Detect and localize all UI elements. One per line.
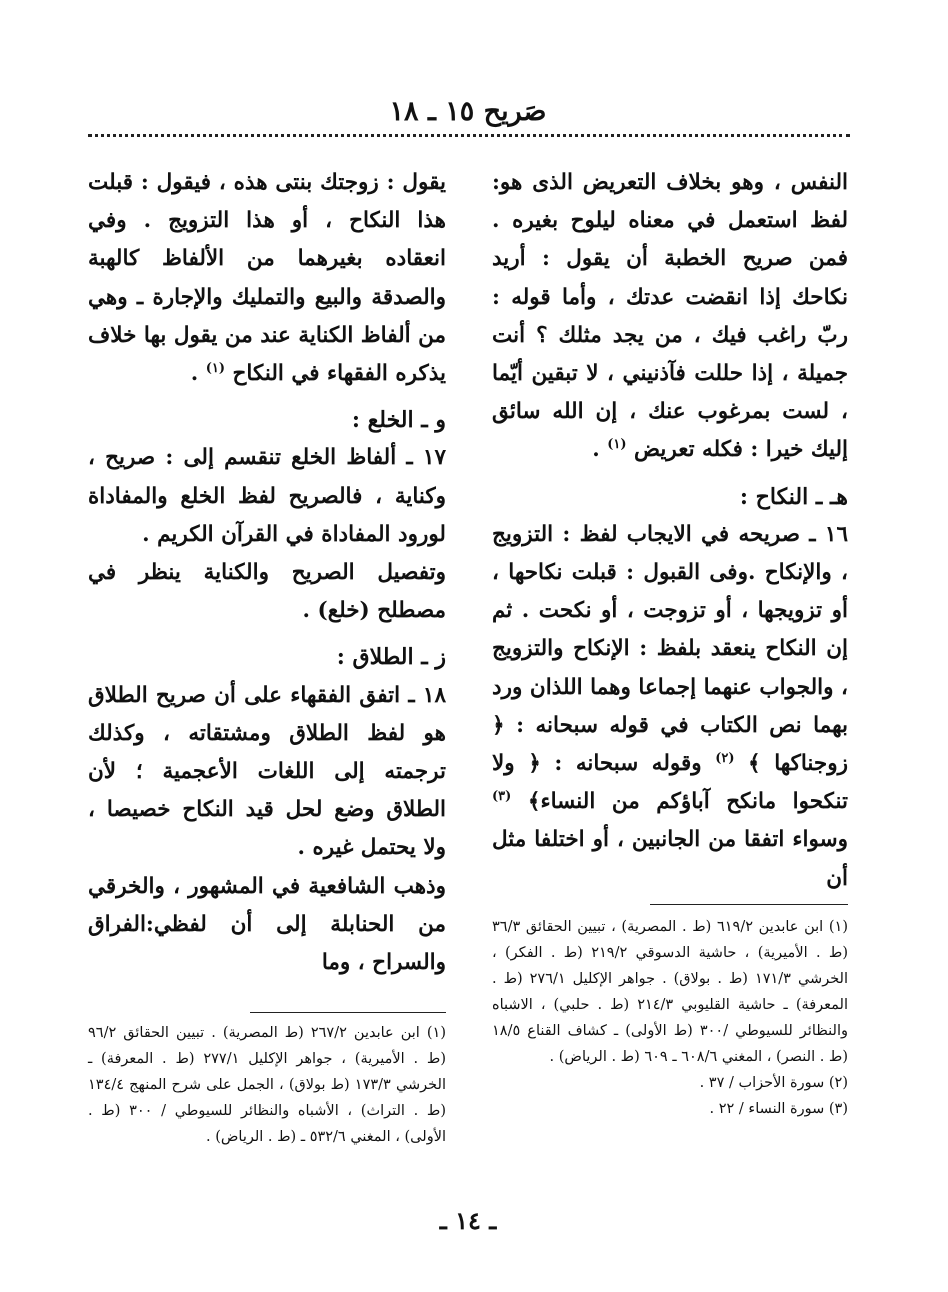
footnote-item: (٣) سورة النساء / ٢٢ . <box>709 1101 848 1117</box>
footnotes-left <box>88 1020 446 1150</box>
left-p1-end: . <box>190 361 206 387</box>
footnote-ref: (١) <box>607 437 627 453</box>
left-paragraph-3: وتفصيل الصريح والكناية ينظر في مصطلح (خلع) . <box>88 560 446 624</box>
right-p2-text: ١٦ ـ صريحه في الايجاب لفظ : التزويج ، والإنكاح .وفى القبول : قبلت نكاحها ، أو تزويجها ، أو تزوجت ، أو نكحت . ثم إن النكاح ينعقد بلفظ : الإنكاح والتزويج ، والجواب عنهما إجماعا وهما اللذان ورد بهما نص الكتاب في قوله سبحانه : ﴿ زوجناكها ﴾ <box>492 521 848 777</box>
section-heading-khul: و ـ الخلع : <box>351 407 446 434</box>
footnote-ref: (٢) <box>715 750 735 766</box>
right-p2-end: وسواء اتفقا من الجانبين ، أو اختلفا مثل أن <box>492 827 848 891</box>
left-column <box>88 164 446 982</box>
left-paragraph-1 <box>88 164 446 393</box>
header-dotted-rule <box>88 134 850 137</box>
right-paragraph-2 <box>492 516 848 898</box>
left-paragraph-5: وذهب الشافعية في المشهور ، والخرقي من الحنابلة إلى أن لفظي:الفراق والسراح ، وما <box>88 873 446 976</box>
footnote-divider-left <box>250 1012 446 1013</box>
right-p1-text: النفس ، وهو بخلاف التعريض الذى هو: لفظ استعمل في معناه ليلوح بغيره . فمن صريح الخطبة أن يقول : أريد نكاحك إذا انقضت عدتك ، وأما قوله : ربّ راغب فيك ، من يجد مثلك ؟ أنت جميلة ، إذا حللت فآذنيني ، لا تبقين أيّما ، لست بمرغوب عنك ، إن الله سائق إليك خيرا : فكله تعريض <box>492 170 848 463</box>
page-header-title: صَريح ١٥ ـ ١٨ <box>389 96 547 127</box>
right-paragraph-1 <box>492 164 848 470</box>
page-number: ـ ١٤ ـ <box>439 1206 497 1235</box>
footnote-item: (١) ابن عابدين ٦١٩/٢ (ط . المصرية) ، تبيين الحقائق ٣٦/٣ (ط . الأميرية) ، حاشية الدسوقي ٢١٩/٢ (ط . الفكر) ، الخرشي ١٧١/٣ (ط . بولاق) . جواهر الإكليل ٢٧٦/١ (ط . المعرفة) ـ حاشية القليوبي ٢١٤/٣ (ط . حلبي) ، الاشباه والنظائر للسيوطي /٣٠٠ (ط الأولى) ـ كشاف القناع ١٨/٥ (ط . النصر) ، المغني ٦٠٨/٦ ـ ٦٠٩ (ط . الرياض) . <box>492 919 849 1065</box>
section-heading-talaq: ز ـ الطلاق : <box>336 644 446 671</box>
footnotes-right <box>492 914 848 1122</box>
section-heading-nikah: هـ ـ النكاح : <box>739 483 848 510</box>
footnote-item: (٢) سورة الأحزاب / ٣٧ . <box>699 1075 848 1091</box>
left-paragraph-4: ١٨ ـ اتفق الفقهاء على أن صريح الطلاق هو لفظ الطلاق ومشتقاته ، وكذلك ترجمته إلى اللغات الأعجمية ؛ لأن الطلاق وضع لحل قيد النكاح خصيصا ، ولا يحتمل غيره . <box>88 682 446 861</box>
footnote-ref: (٣) <box>492 789 512 805</box>
left-paragraph-2: ١٧ ـ ألفاظ الخلع تنقسم إلى : صريح ، وكناية ، فالصريح لفظ الخلع والمفاداة لورود المفاداة في القرآن الكريم . <box>88 445 446 547</box>
right-column <box>492 164 848 898</box>
left-p1-text: يقول : زوجتك بنتى هذه ، فيقول : قبلت هذا النكاح ، أو هذا التزويج . وفي انعقاده بغيرهما من الألفاظ كالهبة والصدقة والبيع والتمليك والإجارة ـ وهي من ألفاظ الكناية عند من يقول بها خلاف يذكره الفقهاء في النكاح <box>88 170 446 387</box>
footnote-ref: (١) <box>205 360 226 376</box>
right-p1-end: . <box>592 437 608 463</box>
right-p2-mid: وقوله سبحانه : ﴿ ولا تنكحوا مانكح آباؤكم من النساء﴾ <box>492 751 848 815</box>
footnote-item: (١) ابن عابدين ٢٦٧/٢ (ط المصرية) . تبيين الحقائق ٩٦/٢ (ط . الأميرية) ، جواهر الإكليل ٢٧٧/١ (ط . المعرفة) ـ الخرشي ١٧٣/٣ (ط بولاق) ، الجمل على شرح المنهج ١٣٤/٤ (ط . التراث) ، الأشباه والنظائر للسيوطي / ٣٠٠ (ط . الأولى) ، المغني ٥٣٢/٦ ـ (ط . الرياض) . <box>88 1025 446 1145</box>
footnote-divider-right <box>650 904 848 905</box>
